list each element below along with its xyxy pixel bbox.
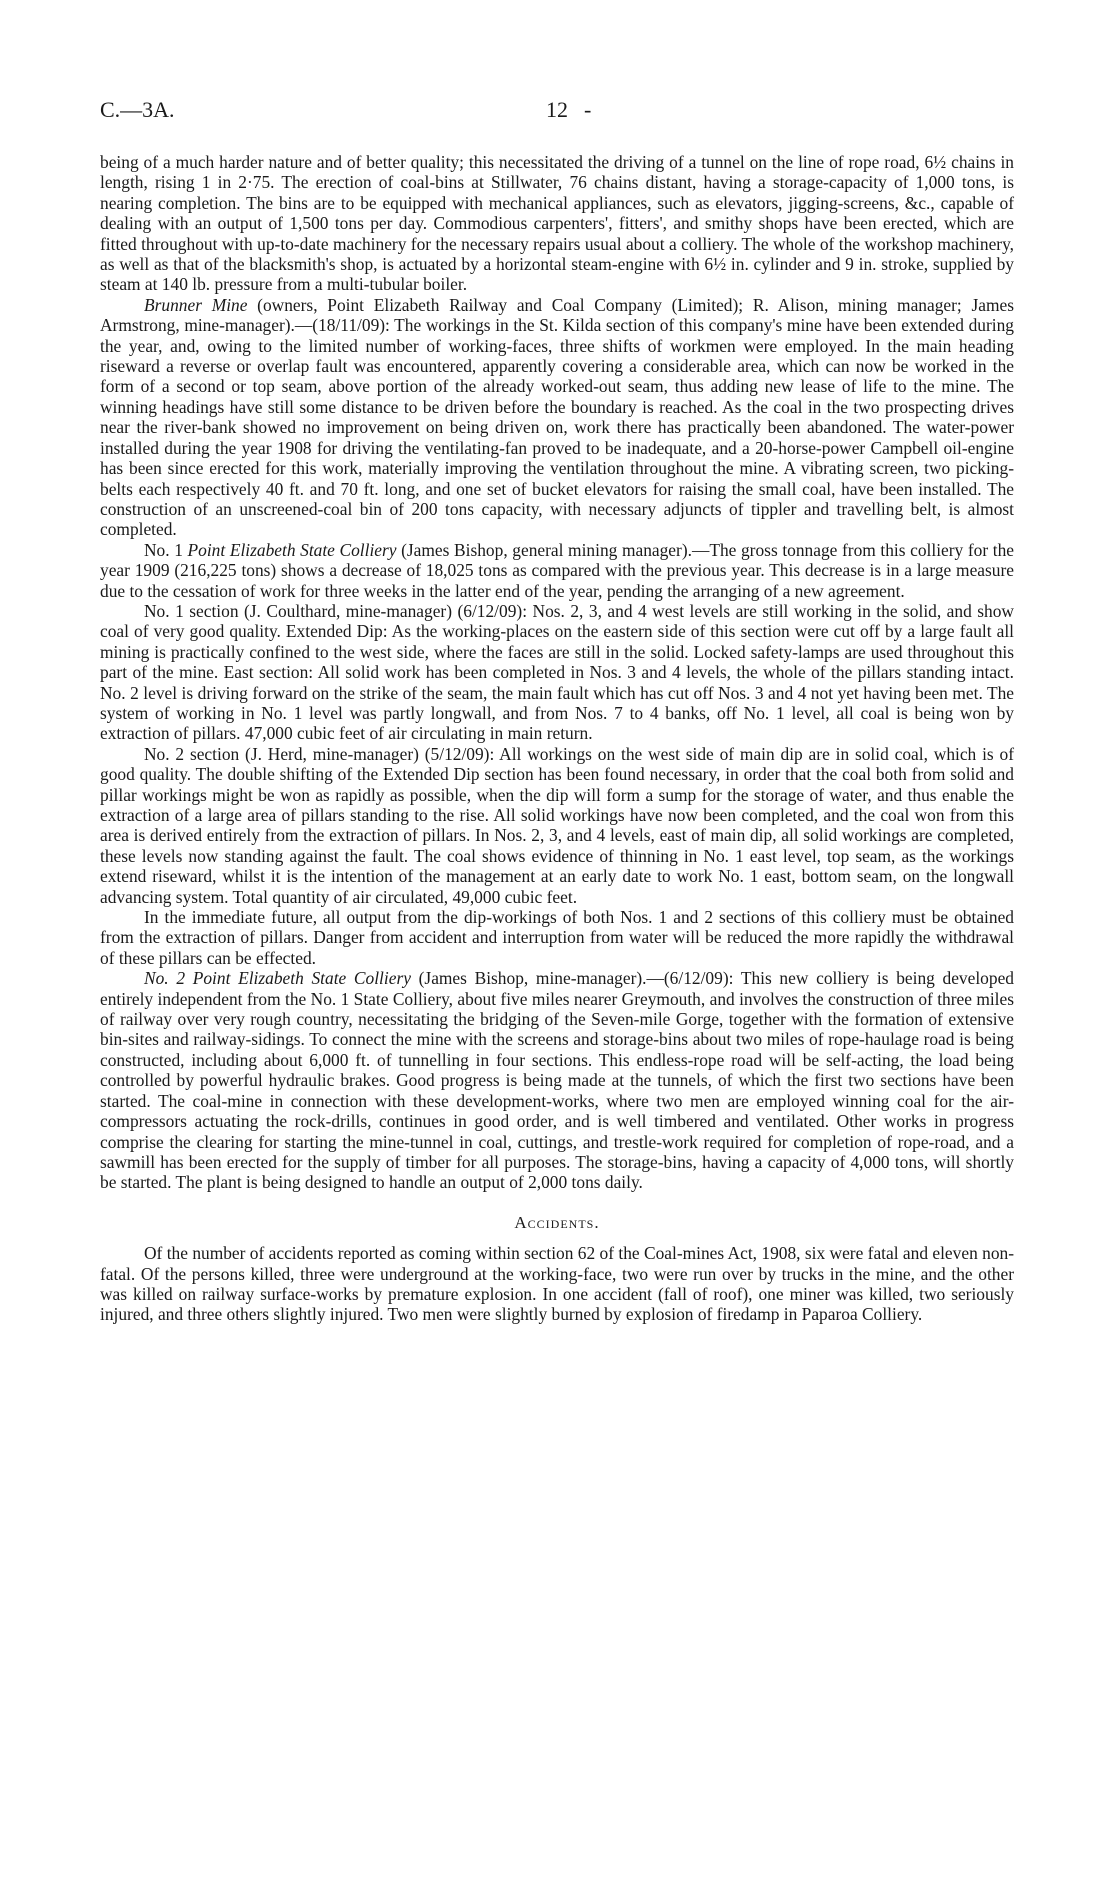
page-number: 12 [546,97,568,122]
paragraph-lead-italic: Brunner Mine [144,294,248,315]
paragraph-text: No. 1 section (J. Coulthard, mine-manager) (6/12/09): Nos. 2, 3, and 4 west levels are still working in the solid, and show coal of very good quality. Extended Dip: As the working-places on the eastern side of this section were cut off by a large fault all mining is practically confined to the west side, where the faces are still in the solid. Locked safety-lamps are used throughout this part of the mine. East section: All solid work has been completed in Nos. 3 and 4 levels, the whole of the pillars standing intact. No. 2 level is driving forward on the strike of the seam, the main fault which has cut off Nos. 3 and 4 not yet having been met. The system of working in No. 1 level was partly longwall, and from Nos. 7 to 4 banks, off No. 1 level, all coal is being won by extraction of pillars. 47,000 cubic feet of air circulating in main return. [100,600,1014,744]
paragraph [100,152,1014,295]
paragraph-text: (James Bishop, general mining manager).—The gross tonnage from this colliery for the year 1909 (216,225 tons) shows a decrease of 18,025 tons as compared with the previous year. This decrease is in a large measure due to the cessation of work for three weeks in the latter end of the year, pending the arranging of a new agreement. [100,539,1015,601]
paragraph-text: Of the number of accidents reported as coming within section 62 of the Coal-mines Act, 1908, six were fatal and eleven non-fatal. Of the persons killed, three were underground at the working-face, two were run over by trucks in the mine, and the other was killed on railway surface-works by premature explosion. In one accident (fall of roof), one miner was killed, two seriously injured, and three others slightly injured. Two men were slightly burned by explosion of firedamp in Paparoa Colliery. [100,1243,1014,1325]
document-reference: C.—3A. [100,97,175,122]
paragraph-lead-plain: No. 1 [144,539,188,560]
paragraph-no1-state-colliery [100,540,1014,601]
paragraph-no1-section [100,601,1014,744]
paragraph-text: No. 2 section (J. Herd, mine-manager) (5/12/09): All workings on the west side of main dip are in solid coal, which is of good quality. The double shifting of the Extended Dip section has been found necessary, in order that the coal both from solid and pillar workings might be won as rapidly as possible, when the dip will form a sump for the storage of water, and thus enable the extraction of a large area of pillars standing to the rise. All solid workings have now been completed, and the coal won from this area is derived entirely from the extraction of pillars. In Nos. 2, 3, and 4 levels, east of main dip, all solid workings are completed, these levels now standing against the fault. The coal shows evidence of thinning in No. 1 east level, top seam, as the workings extend riseward, whilst it is the intention of the management at an early date to work No. 1 east, bottom seam, on the longwall advancing system. Total quantity of air circulated, 49,000 cubic feet. [100,743,1014,907]
paragraph-lead-italic: Point Elizabeth State Colliery [187,539,397,560]
paragraph-text: In the immediate future, all output from the dip-workings of both Nos. 1 and 2 sections of this colliery must be obtained from the extraction of pillars. Danger from accident and interruption from water will be reduced the more rapidly the withdrawal of these pillars can be effected. [100,907,1014,968]
section-heading-accidents: Accidents. [514,1212,600,1232]
paragraph-text: (James Bishop, mine-manager).—(6/12/09): This new colliery is being developed entirely independent from the No. 1 State Colliery, about five miles nearer Greymouth, and involves the construction of three miles of railway over very rough country, necessitating the bridging of the Seven-mile Gorge, together with the formation of extensive bin-sites and railway-sidings. To connect the mine with the screens and storage-bins about two miles of rope-haulage road is being constructed, including about 6,000 ft. of tunnelling in four sections. This endless-rope road will be self-acting, the load being controlled by powerful hydraulic brakes. Good progress is being made at the tunnels, of which the first two sections have been started. The coal-mine in connection with these development-works, where two men are employed winning coal for the air-compressors actuating the rock-drills, continues in good order, and is well timbered and ventilated. Other works in progress comprise the clearing for starting the mine-tunnel in coal, cuttings, and trestle-work required for completion of rope-road, and a sawmill has been erected for the supply of timber for all purposes. The storage-bins, having a capacity of 4,000 tons, will shortly be started. The plant is being designed to handle an output of 2,000 tons daily. [100,968,1014,1193]
paragraph-text: being of a much harder nature and of better quality; this necessitated the driving of a tunnel on the line of rope road, 6½ chains in length, rising 1 in 2·75. The erection of coal-bins at Stillwater, 76 chains distant, having a storage-capacity of 1,000 tons, is nearing completion. The bins are to be equipped with mechanical appliances, such as elevators, jigging-screens, &c., capable of dealing with an output of 1,500 tons per day. Commodious carpenters', fitters', and smithy shops have been erected, which are fitted throughout with up-to-date machinery for the necessary repairs usual about a colliery. The whole of the workshop machinery, as well as that of the blacksmith's shop, is actuated by a horizontal steam-engine with 6½ in. cylinder and 9 in. stroke, supplied by steam at 140 lb. pressure from a multi-tubular boiler. [100,152,1014,295]
paragraph-brunner-mine [100,295,1014,540]
page-header [100,97,1014,130]
document-body [100,152,1014,1325]
header-dash: - [584,97,592,122]
paragraph-lead-italic: No. 2 Point Elizabeth State Colliery [144,968,411,989]
paragraph-text: (owners, Point Elizabeth Railway and Coal Company (Limited); R. Alison, mining manager; James Armstrong, mine-manager).—(18/11/09): The workings in the St. Kilda section of this company's mine have been extended during the year, and, owing to the limited number of working-faces, three shifts of workmen were employed. In the main heading riseward a reverse or overlap fault was encountered, apparently covering a considerable area, which can now be worked in the form of a second or top seam, above portion of the already worked-out seam, thus adding new lease of life to the mine. The winning headings have still some distance to be driven before the boundary is reached. As the coal in the two prospecting drives near the river-bank showed no improvement on being driven on, work there has practically been abandoned. The water-power installed during the year 1908 for driving the ventilating-fan proved to be inadequate, and a 20-horse-power Campbell oil-engine has been since erected for this work, materially improving the ventilation throughout the mine. A vibrating screen, two picking-belts each respectively 40 ft. and 70 ft. long, and one set of bucket elevators for raising the small coal, have been installed. The construction of an unscreened-coal bin of 200 tons capacity, with necessary adjuncts of tippler and travelling belt, is almost completed. [100,294,1014,540]
paragraph-immediate-future [100,907,1014,968]
paragraph-no2-section [100,744,1014,907]
paragraph-no2-state-colliery [100,968,1014,1192]
paragraph-accidents [100,1243,1014,1325]
